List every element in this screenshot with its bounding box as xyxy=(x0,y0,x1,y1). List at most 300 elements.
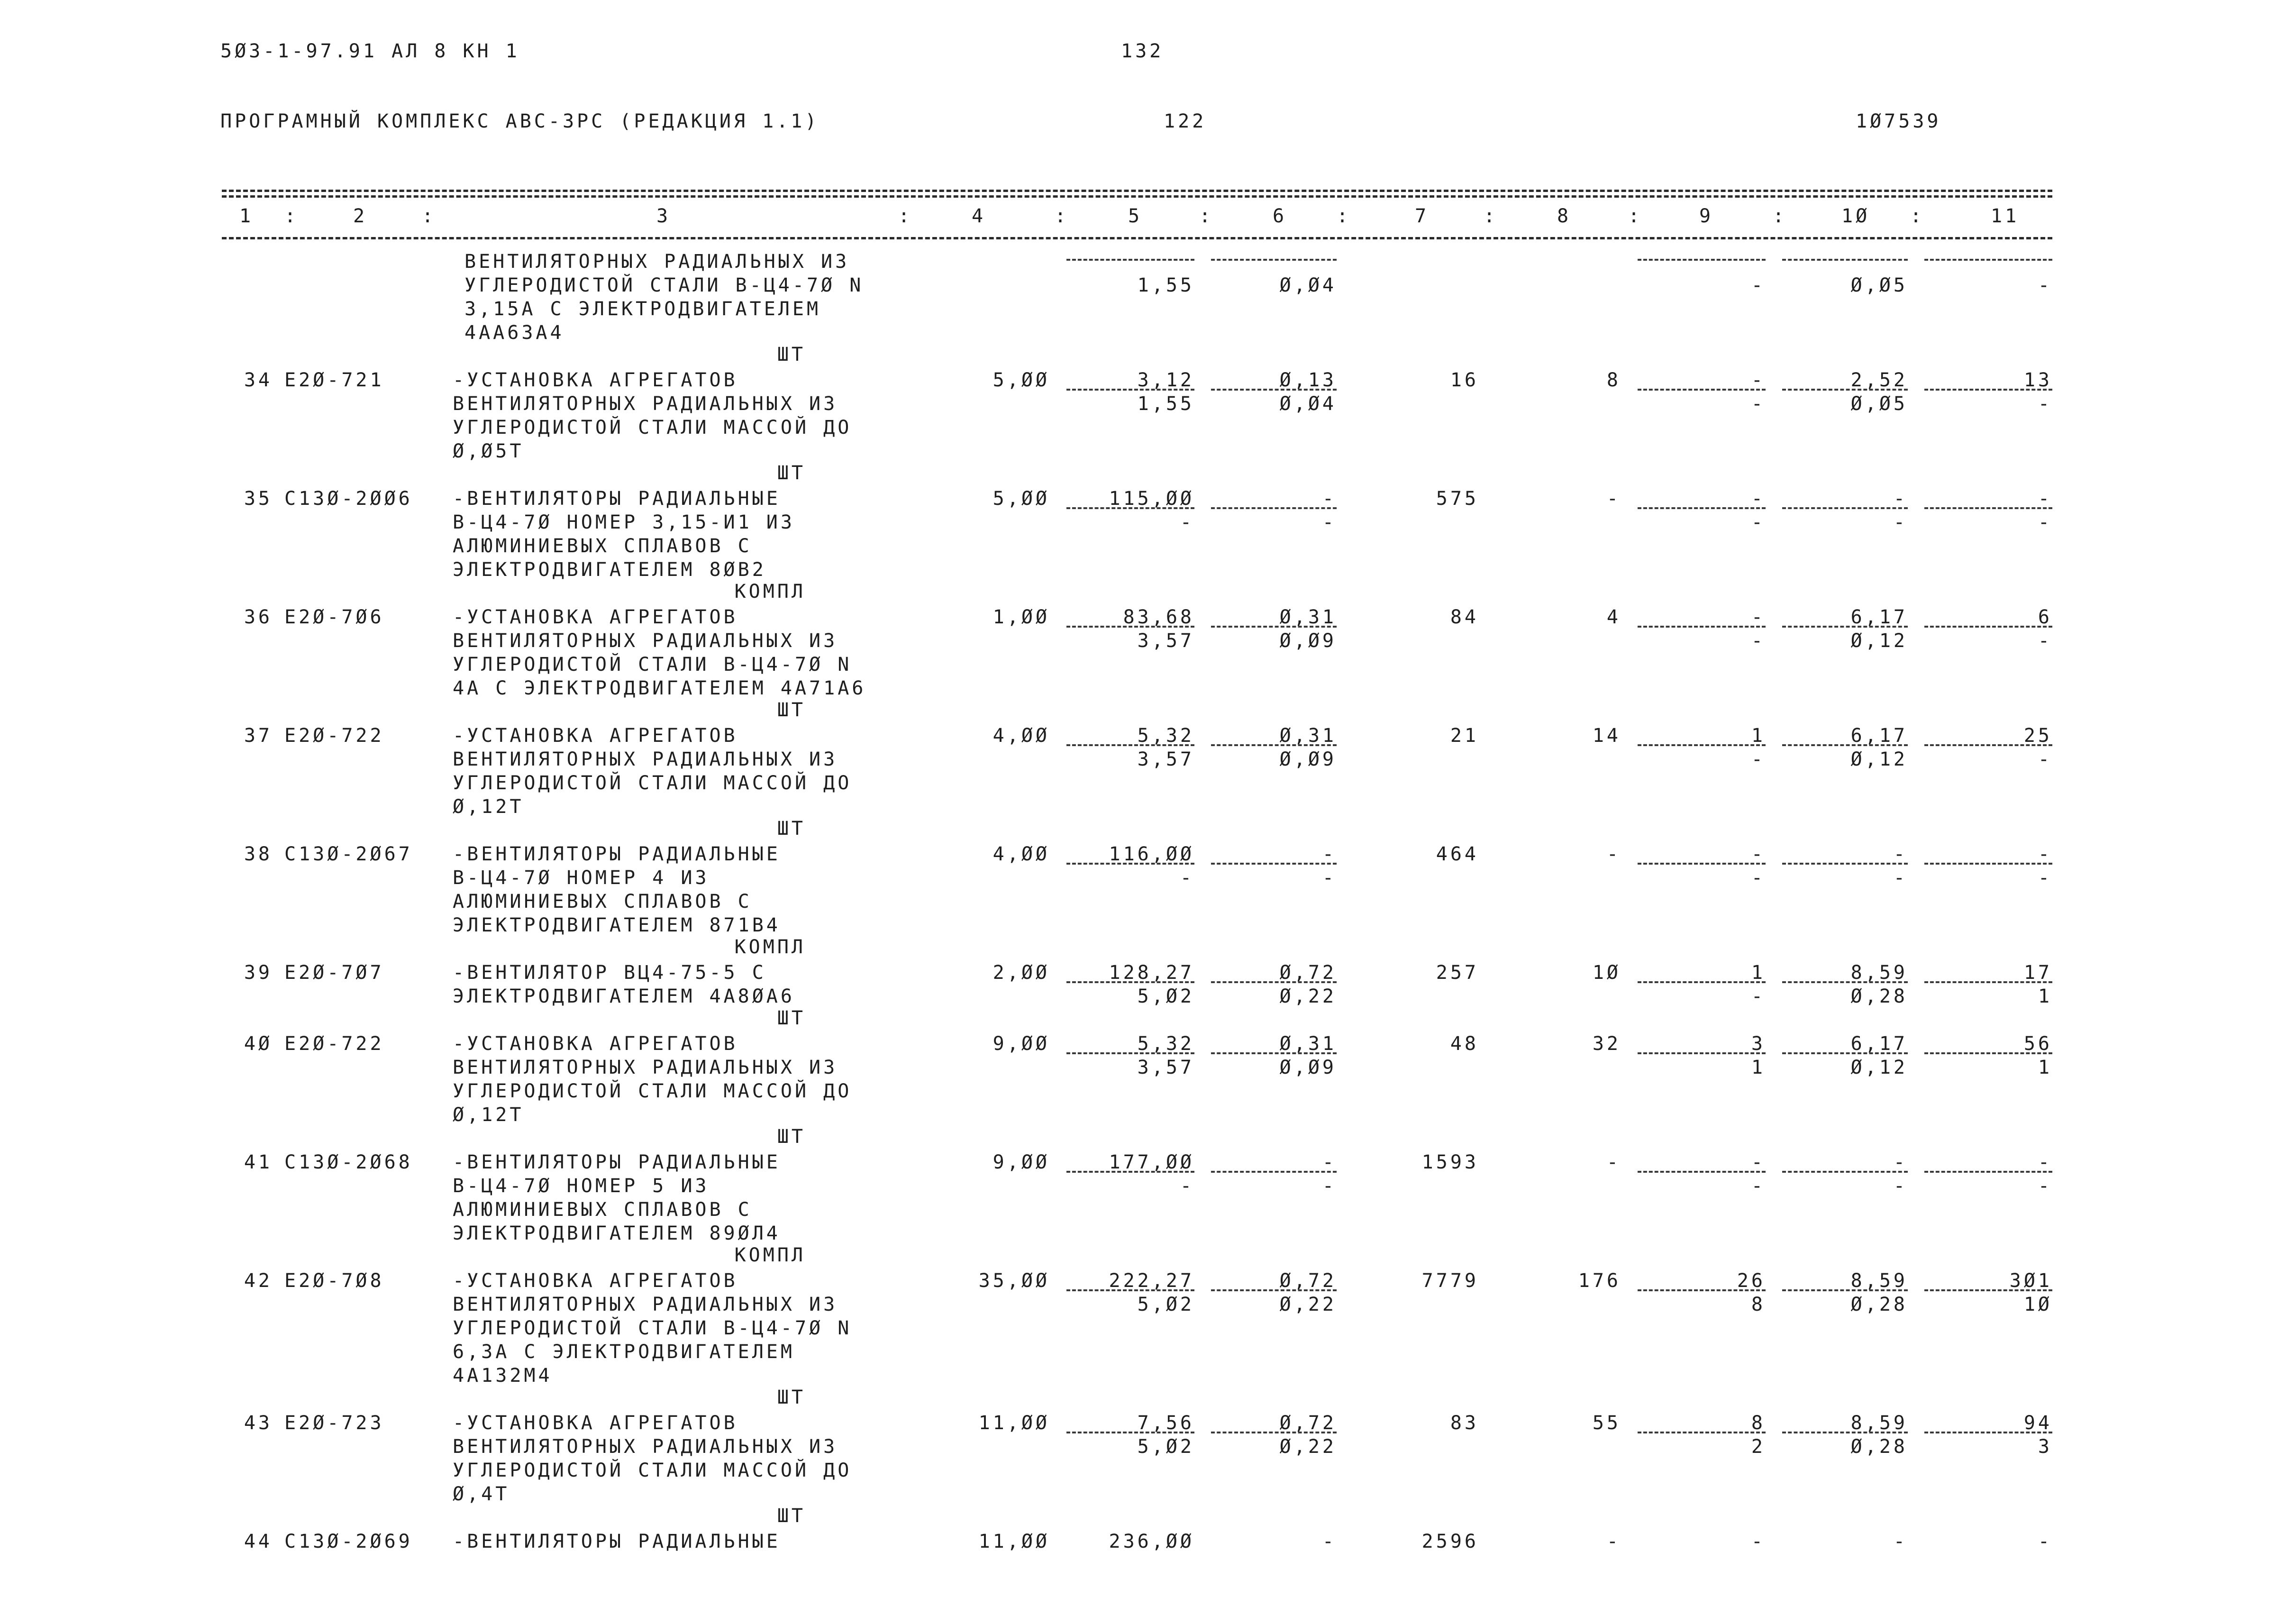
row-col6-upper: Ø,31 xyxy=(1279,606,1337,628)
row-number: 34 xyxy=(244,369,273,391)
row-col11-lower: - xyxy=(2038,1175,2052,1197)
row-description-line: ЭЛЕКТРОДВИГАТЕЛЕМ 8ØВ2 xyxy=(453,559,766,581)
separator-c10 xyxy=(1782,1289,1908,1291)
separator-c5 xyxy=(1066,744,1194,746)
page-number-inner: 122 xyxy=(1164,110,1207,132)
row-col9-upper: - xyxy=(1751,488,1766,510)
row-col10-upper: - xyxy=(1893,1151,1908,1173)
separator-c10 xyxy=(1782,744,1908,746)
row-col9-lower: - xyxy=(1751,748,1766,770)
row-col6-lower: Ø,22 xyxy=(1279,1436,1337,1458)
row-col4-quantity: 4,ØØ xyxy=(993,725,1050,747)
carry-col11-lower: - xyxy=(2038,274,2052,296)
row-description-line: -ВЕНТИЛЯТОРЫ РАДИАЛЬНЫЕ xyxy=(453,488,781,510)
separator-c9 xyxy=(1638,507,1766,509)
row-col10-lower: - xyxy=(1893,867,1908,889)
separator-c10 xyxy=(1782,1171,1908,1173)
row-col8: 8 xyxy=(1606,369,1621,391)
separator-c6 xyxy=(1211,507,1337,509)
column-header-12: 7 xyxy=(1415,205,1430,227)
row-col4-quantity: 5,ØØ xyxy=(993,488,1050,510)
row-col6-lower: Ø,Ø4 xyxy=(1279,393,1337,415)
row-col10-lower: - xyxy=(1893,1175,1908,1197)
row-description-line: -ВЕНТИЛЯТОРЫ РАДИАЛЬНЫЕ xyxy=(453,1151,781,1173)
separator-c9 xyxy=(1638,1171,1766,1173)
row-col11-lower: - xyxy=(2038,630,2052,652)
separator-c11 xyxy=(1924,1289,2052,1291)
row-col4-quantity: 9,ØØ xyxy=(993,1151,1050,1173)
separator-c6 xyxy=(1211,626,1337,628)
row-col10-upper: 6,17 xyxy=(1850,725,1908,747)
row-description-line: Ø,12Т xyxy=(453,1104,524,1126)
row-description-line: -УСТАНОВКА АГРЕГАТОВ xyxy=(453,1033,738,1055)
row-description-line: В-Ц4-7Ø НОМЕР 5 ИЗ xyxy=(453,1175,710,1197)
row-code: С13Ø-2Ø68 xyxy=(284,1151,413,1173)
row-description-line: Ø,12Т xyxy=(453,796,524,818)
carry-col9-lower: - xyxy=(1751,274,1766,296)
row-col6-upper: - xyxy=(1322,843,1337,865)
carry-description-line: 4АА63А4 xyxy=(464,322,565,344)
table-top-rule-2 xyxy=(222,195,2052,198)
row-col11-upper: 6 xyxy=(2038,606,2052,628)
row-col9-upper: - xyxy=(1751,1151,1766,1173)
carry-col10-lower: Ø,Ø5 xyxy=(1850,274,1908,296)
column-header-3: : xyxy=(422,205,437,227)
separator-c10 xyxy=(1782,1052,1908,1054)
column-header-18: 1Ø xyxy=(1841,205,1870,227)
row-col7: 21 xyxy=(1450,725,1479,747)
row-col7: 83 xyxy=(1450,1412,1479,1434)
row-description-line: ВЕНТИЛЯТОРНЫХ РАДИАЛЬНЫХ ИЗ xyxy=(453,393,838,415)
separator-c10 xyxy=(1782,626,1908,628)
row-col11-upper: - xyxy=(2038,843,2052,865)
row-col11-upper: 3Ø1 xyxy=(2009,1270,2052,1292)
row-unit: ШТ xyxy=(777,1007,806,1029)
row-col5-lower: - xyxy=(1180,867,1194,889)
row-col9-lower: - xyxy=(1751,1175,1766,1197)
row-col5-lower: 5,Ø2 xyxy=(1137,985,1194,1007)
separator-c9 xyxy=(1638,1432,1766,1433)
row-col11-upper: - xyxy=(2038,1151,2052,1173)
row-col6-lower: Ø,Ø9 xyxy=(1279,1057,1337,1078)
row-col7: 84 xyxy=(1450,606,1479,628)
separator-c9 xyxy=(1638,1052,1766,1054)
row-number: 43 xyxy=(244,1412,273,1434)
row-description-line: -УСТАНОВКА АГРЕГАТОВ xyxy=(453,1270,738,1292)
row-col7: 575 xyxy=(1436,488,1479,510)
row-unit: ШТ xyxy=(777,818,806,839)
separator-c10 xyxy=(1782,863,1908,865)
row-col9-upper: 1 xyxy=(1751,725,1766,747)
row-description-line: В-Ц4-7Ø НОМЕР 4 ИЗ xyxy=(453,867,710,889)
page-number-top: 132 xyxy=(1121,40,1164,62)
row-description-line: ВЕНТИЛЯТОРНЫХ РАДИАЛЬНЫХ ИЗ xyxy=(453,1294,838,1315)
row-description-line: ЭЛЕКТРОДВИГАТЕЛЕМ 4А8ØА6 xyxy=(453,985,795,1007)
separator-c6 xyxy=(1211,1052,1337,1054)
row-col10-upper: 6,17 xyxy=(1850,1033,1908,1055)
row-description-line: 6,3А С ЭЛЕКТРОДВИГАТЕЛЕМ xyxy=(453,1341,795,1363)
separator-c5 xyxy=(1066,981,1194,983)
row-description-line: УГЛЕРОДИСТОЙ СТАЛИ МАССОЙ ДО xyxy=(453,1080,852,1102)
column-header-5: : xyxy=(898,205,913,227)
separator-c11 xyxy=(1924,389,2052,391)
row-description-line: УГЛЕРОДИСТОЙ СТАЛИ МАССОЙ ДО xyxy=(453,772,852,794)
row-col11-upper: 94 xyxy=(2023,1412,2052,1434)
row-col4-quantity: 11,ØØ xyxy=(978,1531,1050,1552)
separator-c11 xyxy=(1924,626,2052,628)
row-col10-upper: - xyxy=(1893,488,1908,510)
column-header-15: : xyxy=(1628,205,1643,227)
row-col11-lower: - xyxy=(2038,867,2052,889)
separator-c11 xyxy=(1924,507,2052,509)
row-col6-lower: - xyxy=(1322,511,1337,533)
row-number: 44 xyxy=(244,1531,273,1552)
row-col6-lower: Ø,Ø9 xyxy=(1279,630,1337,652)
row-number: 38 xyxy=(244,843,273,865)
row-col11-lower: 1 xyxy=(2038,1057,2052,1078)
doc-code: 5Ø3-1-97.91 АЛ 8 КН 1 xyxy=(220,40,520,62)
separator-c11 xyxy=(1924,981,2052,983)
row-description-line: АЛЮМИНИЕВЫХ СПЛАВОВ С xyxy=(453,535,752,557)
row-col10-upper: 8,59 xyxy=(1850,962,1908,984)
row-description-line: УГЛЕРОДИСТОЙ СТАЛИ МАССОЙ ДО xyxy=(453,1460,852,1481)
separator-c9 xyxy=(1638,1289,1766,1291)
row-col10-lower: Ø,12 xyxy=(1850,748,1908,770)
separator-c5 xyxy=(1066,1052,1194,1054)
row-col11-upper: - xyxy=(2038,1531,2052,1552)
row-col5-upper: 128,27 xyxy=(1109,962,1194,984)
row-col6-lower: Ø,22 xyxy=(1279,985,1337,1007)
row-col9-lower: 2 xyxy=(1751,1436,1766,1458)
row-number: 41 xyxy=(244,1151,273,1173)
column-header-7: : xyxy=(1055,205,1069,227)
row-col11-lower: 3 xyxy=(2038,1436,2052,1458)
row-col8: 4 xyxy=(1606,606,1621,628)
row-col6-upper: Ø,72 xyxy=(1279,1270,1337,1292)
row-col9-lower: - xyxy=(1751,985,1766,1007)
row-col5-upper: 5,32 xyxy=(1137,725,1194,747)
row-code: С13Ø-2Ø67 xyxy=(284,843,413,865)
row-col8: - xyxy=(1606,1151,1621,1173)
carry-col5-lower: 1,55 xyxy=(1137,274,1194,296)
separator-c5 xyxy=(1066,507,1194,509)
separator-c6 xyxy=(1211,259,1337,261)
row-col11-lower: 1 xyxy=(2038,985,2052,1007)
row-col10-upper: 2,52 xyxy=(1850,369,1908,391)
row-col5-lower: 3,57 xyxy=(1137,630,1194,652)
row-col6-upper: - xyxy=(1322,488,1337,510)
column-header-11: : xyxy=(1337,205,1351,227)
row-unit: ШТ xyxy=(777,462,806,484)
row-unit: ШТ xyxy=(777,1505,806,1527)
separator-c5 xyxy=(1066,1171,1194,1173)
column-header-10: 6 xyxy=(1273,205,1287,227)
row-col11-lower: - xyxy=(2038,393,2052,415)
row-unit: КОМПЛ xyxy=(734,1244,806,1266)
row-col6-upper: - xyxy=(1322,1151,1337,1173)
row-number: 39 xyxy=(244,962,273,984)
row-col8: 176 xyxy=(1578,1270,1621,1292)
column-header-rule xyxy=(222,237,2052,239)
row-code: С13Ø-2Ø69 xyxy=(284,1531,413,1552)
row-col9-upper: 3 xyxy=(1751,1033,1766,1055)
row-code: Е2Ø-7Ø8 xyxy=(284,1270,384,1292)
row-col10-lower: Ø,12 xyxy=(1850,1057,1908,1078)
row-col10-upper: 8,59 xyxy=(1850,1412,1908,1434)
separator-c9 xyxy=(1638,389,1766,391)
row-col10-upper: - xyxy=(1893,843,1908,865)
row-col9-lower: - xyxy=(1751,630,1766,652)
separator-c10 xyxy=(1782,259,1908,261)
row-col7: 1593 xyxy=(1421,1151,1479,1173)
separator-c11 xyxy=(1924,259,2052,261)
row-col5-lower: - xyxy=(1180,511,1194,533)
row-col11-lower: - xyxy=(2038,511,2052,533)
row-description-line: -УСТАНОВКА АГРЕГАТОВ xyxy=(453,369,738,391)
row-col6-upper: Ø,31 xyxy=(1279,725,1337,747)
separator-c9 xyxy=(1638,863,1766,865)
column-header-9: : xyxy=(1199,205,1214,227)
row-description-line: Ø,4Т xyxy=(453,1483,510,1505)
separator-c5 xyxy=(1066,1432,1194,1433)
row-col5-lower: 5,Ø2 xyxy=(1137,1294,1194,1315)
column-header-14: 8 xyxy=(1557,205,1572,227)
separator-c5 xyxy=(1066,626,1194,628)
row-code: Е2Ø-7Ø7 xyxy=(284,962,384,984)
row-col6-upper: Ø,72 xyxy=(1279,962,1337,984)
row-col7: 464 xyxy=(1436,843,1479,865)
row-col6-lower: - xyxy=(1322,1175,1337,1197)
row-col4-quantity: 1,ØØ xyxy=(993,606,1050,628)
separator-c6 xyxy=(1211,1171,1337,1173)
row-number: 35 xyxy=(244,488,273,510)
row-col11-upper: 17 xyxy=(2023,962,2052,984)
row-col6-upper: Ø,31 xyxy=(1279,1033,1337,1055)
row-col6-upper: Ø,72 xyxy=(1279,1412,1337,1434)
column-header-17: : xyxy=(1773,205,1787,227)
row-col7: 257 xyxy=(1436,962,1479,984)
row-description-line: УГЛЕРОДИСТОЙ СТАЛИ МАССОЙ ДО xyxy=(453,417,852,438)
row-col5-lower: 1,55 xyxy=(1137,393,1194,415)
row-col9-upper: - xyxy=(1751,1531,1766,1552)
row-code: Е2Ø-722 xyxy=(284,1033,384,1055)
row-col4-quantity: 9,ØØ xyxy=(993,1033,1050,1055)
row-unit: ШТ xyxy=(777,1126,806,1148)
row-col11-upper: 13 xyxy=(2023,369,2052,391)
carry-unit: ШТ xyxy=(777,344,806,365)
row-description-line: АЛЮМИНИЕВЫХ СПЛАВОВ С xyxy=(453,1199,752,1221)
column-header-13: : xyxy=(1484,205,1498,227)
row-col9-upper: 8 xyxy=(1751,1412,1766,1434)
separator-c10 xyxy=(1782,981,1908,983)
row-col10-lower: Ø,28 xyxy=(1850,985,1908,1007)
row-number: 42 xyxy=(244,1270,273,1292)
row-col10-lower: Ø,12 xyxy=(1850,630,1908,652)
row-col5-lower: - xyxy=(1180,1175,1194,1197)
row-description-line: -УСТАНОВКА АГРЕГАТОВ xyxy=(453,606,738,628)
column-header-1: : xyxy=(284,205,299,227)
row-description-line: -УСТАНОВКА АГРЕГАТОВ xyxy=(453,725,738,747)
carry-description-line: 3,15А С ЭЛЕКТРОДВИГАТЕЛЕМ xyxy=(464,298,821,320)
row-description-line: УГЛЕРОДИСТОЙ СТАЛИ В-Ц4-7Ø N xyxy=(453,1317,852,1339)
row-code: С13Ø-2ØØ6 xyxy=(284,488,413,510)
column-header-19: : xyxy=(1910,205,1925,227)
row-col5-lower: 3,57 xyxy=(1137,748,1194,770)
row-col8: 1Ø xyxy=(1592,962,1621,984)
row-unit: ШТ xyxy=(777,1387,806,1408)
separator-c10 xyxy=(1782,389,1908,391)
carry-description-line: УГЛЕРОДИСТОЙ СТАЛИ В-Ц4-7Ø N xyxy=(464,274,864,296)
row-description-line: -ВЕНТИЛЯТОР ВЦ4-75-5 С xyxy=(453,962,766,984)
row-col7: 2596 xyxy=(1421,1531,1479,1552)
separator-c6 xyxy=(1211,863,1337,865)
row-col7: 16 xyxy=(1450,369,1479,391)
row-col9-lower: - xyxy=(1751,393,1766,415)
separator-c11 xyxy=(1924,863,2052,865)
row-col11-upper: 25 xyxy=(2023,725,2052,747)
row-col6-lower: Ø,Ø9 xyxy=(1279,748,1337,770)
separator-c11 xyxy=(1924,1052,2052,1054)
separator-c11 xyxy=(1924,1432,2052,1433)
separator-c9 xyxy=(1638,744,1766,746)
separator-c9 xyxy=(1638,981,1766,983)
row-col9-upper: - xyxy=(1751,369,1766,391)
row-col6-lower: - xyxy=(1322,867,1337,889)
row-col4-quantity: 2,ØØ xyxy=(993,962,1050,984)
program-title: ПРОГРАМНЫЙ КОМПЛЕКС АВС-3РС (РЕДАКЦИЯ 1.1) xyxy=(220,110,820,132)
row-col4-quantity: 5,ØØ xyxy=(993,369,1050,391)
row-col8: 55 xyxy=(1592,1412,1621,1434)
row-col9-upper: 26 xyxy=(1737,1270,1766,1292)
row-code: Е2Ø-722 xyxy=(284,725,384,747)
carry-description-line: ВЕНТИЛЯТОРНЫХ РАДИАЛЬНЫХ ИЗ xyxy=(464,251,850,273)
separator-c10 xyxy=(1782,507,1908,509)
row-description-line: ЭЛЕКТРОДВИГАТЕЛЕМ 89ØЛ4 xyxy=(453,1223,781,1244)
column-header-20: 11 xyxy=(1991,205,2020,227)
document-number: 1Ø7539 xyxy=(1856,110,1941,132)
row-col10-lower: Ø,28 xyxy=(1850,1436,1908,1458)
row-col9-lower: - xyxy=(1751,511,1766,533)
row-description-line: ВЕНТИЛЯТОРНЫХ РАДИАЛЬНЫХ ИЗ xyxy=(453,1057,838,1078)
separator-c6 xyxy=(1211,1432,1337,1433)
separator-c6 xyxy=(1211,744,1337,746)
row-col9-upper: - xyxy=(1751,843,1766,865)
row-description-line: УГЛЕРОДИСТОЙ СТАЛИ В-Ц4-7Ø N xyxy=(453,654,852,675)
row-description-line: В-Ц4-7Ø НОМЕР 3,15-И1 ИЗ xyxy=(453,511,795,533)
row-col9-upper: 1 xyxy=(1751,962,1766,984)
row-col6-upper: Ø,13 xyxy=(1279,369,1337,391)
separator-c5 xyxy=(1066,389,1194,391)
row-description-line: 4А132М4 xyxy=(453,1365,553,1387)
separator-c10 xyxy=(1782,1432,1908,1433)
separator-c6 xyxy=(1211,1289,1337,1291)
row-col10-lower: Ø,Ø5 xyxy=(1850,393,1908,415)
row-description-line: АЛЮМИНИЕВЫХ СПЛАВОВ С xyxy=(453,891,752,912)
row-col6-lower: Ø,22 xyxy=(1279,1294,1337,1315)
row-col11-lower: 1Ø xyxy=(2023,1294,2052,1315)
separator-c9 xyxy=(1638,626,1766,628)
row-col8: 32 xyxy=(1592,1033,1621,1055)
row-col9-lower: 1 xyxy=(1751,1057,1766,1078)
row-code: Е2Ø-721 xyxy=(284,369,384,391)
row-col10-upper: 8,59 xyxy=(1850,1270,1908,1292)
row-number: 37 xyxy=(244,725,273,747)
row-col5-upper: 3,12 xyxy=(1137,369,1194,391)
row-col5-upper: 236,ØØ xyxy=(1109,1531,1194,1552)
row-description-line: ВЕНТИЛЯТОРНЫХ РАДИАЛЬНЫХ ИЗ xyxy=(453,748,838,770)
row-col11-lower: - xyxy=(2038,748,2052,770)
row-description-line: ВЕНТИЛЯТОРНЫХ РАДИАЛЬНЫХ ИЗ xyxy=(453,1436,838,1458)
row-col8: - xyxy=(1606,843,1621,865)
row-col4-quantity: 4,ØØ xyxy=(993,843,1050,865)
row-description-line: ЭЛЕКТРОДВИГАТЕЛЕМ 871В4 xyxy=(453,914,781,936)
row-col5-upper: 7,56 xyxy=(1137,1412,1194,1434)
row-description-line: ВЕНТИЛЯТОРНЫХ РАДИАЛЬНЫХ ИЗ xyxy=(453,630,838,652)
row-unit: КОМПЛ xyxy=(734,936,806,958)
row-col5-upper: 177,ØØ xyxy=(1109,1151,1194,1173)
row-description-line: -ВЕНТИЛЯТОРЫ РАДИАЛЬНЫЕ xyxy=(453,1531,781,1552)
separator-c6 xyxy=(1211,389,1337,391)
row-col9-lower: 8 xyxy=(1751,1294,1766,1315)
row-col11-upper: 56 xyxy=(2023,1033,2052,1055)
column-header-4: 3 xyxy=(656,205,671,227)
row-col5-upper: 222,27 xyxy=(1109,1270,1194,1292)
row-description-line: Ø,Ø5Т xyxy=(453,440,524,462)
row-col10-lower: - xyxy=(1893,511,1908,533)
column-header-16: 9 xyxy=(1699,205,1714,227)
row-unit: КОМПЛ xyxy=(734,581,806,602)
row-col10-lower: Ø,28 xyxy=(1850,1294,1908,1315)
separator-c11 xyxy=(1924,744,2052,746)
row-col10-upper: - xyxy=(1893,1531,1908,1552)
row-description-line: 4А С ЭЛЕКТРОДВИГАТЕЛЕМ 4А71А6 xyxy=(453,677,866,699)
row-col5-upper: 115,ØØ xyxy=(1109,488,1194,510)
separator-c5 xyxy=(1066,1289,1194,1291)
row-col6-upper: - xyxy=(1322,1531,1337,1552)
separator-c5 xyxy=(1066,259,1194,261)
row-col5-upper: 5,32 xyxy=(1137,1033,1194,1055)
row-number: 4Ø xyxy=(244,1033,273,1055)
separator-c5 xyxy=(1066,863,1194,865)
column-header-8: 5 xyxy=(1128,205,1143,227)
row-col8: - xyxy=(1606,488,1621,510)
row-col8: 14 xyxy=(1592,725,1621,747)
row-code: Е2Ø-7Ø6 xyxy=(284,606,384,628)
row-col9-lower: - xyxy=(1751,867,1766,889)
column-header-6: 4 xyxy=(972,205,986,227)
carry-col6-lower: Ø,Ø4 xyxy=(1279,274,1337,296)
row-col10-upper: 6,17 xyxy=(1850,606,1908,628)
separator-c6 xyxy=(1211,981,1337,983)
row-col11-upper: - xyxy=(2038,488,2052,510)
row-description-line: -УСТАНОВКА АГРЕГАТОВ xyxy=(453,1412,738,1434)
row-col9-upper: - xyxy=(1751,606,1766,628)
row-col5-upper: 116,ØØ xyxy=(1109,843,1194,865)
row-col5-upper: 83,68 xyxy=(1123,606,1194,628)
row-col5-lower: 3,57 xyxy=(1137,1057,1194,1078)
separator-c9 xyxy=(1638,259,1766,261)
row-col8: - xyxy=(1606,1531,1621,1552)
column-header-2: 2 xyxy=(353,205,368,227)
row-col7: 48 xyxy=(1450,1033,1479,1055)
row-col4-quantity: 11,ØØ xyxy=(978,1412,1050,1434)
row-code: Е2Ø-723 xyxy=(284,1412,384,1434)
row-description-line: -ВЕНТИЛЯТОРЫ РАДИАЛЬНЫЕ xyxy=(453,843,781,865)
row-unit: ШТ xyxy=(777,699,806,721)
row-col4-quantity: 35,ØØ xyxy=(978,1270,1050,1292)
row-col5-lower: 5,Ø2 xyxy=(1137,1436,1194,1458)
row-col7: 7779 xyxy=(1421,1270,1479,1292)
